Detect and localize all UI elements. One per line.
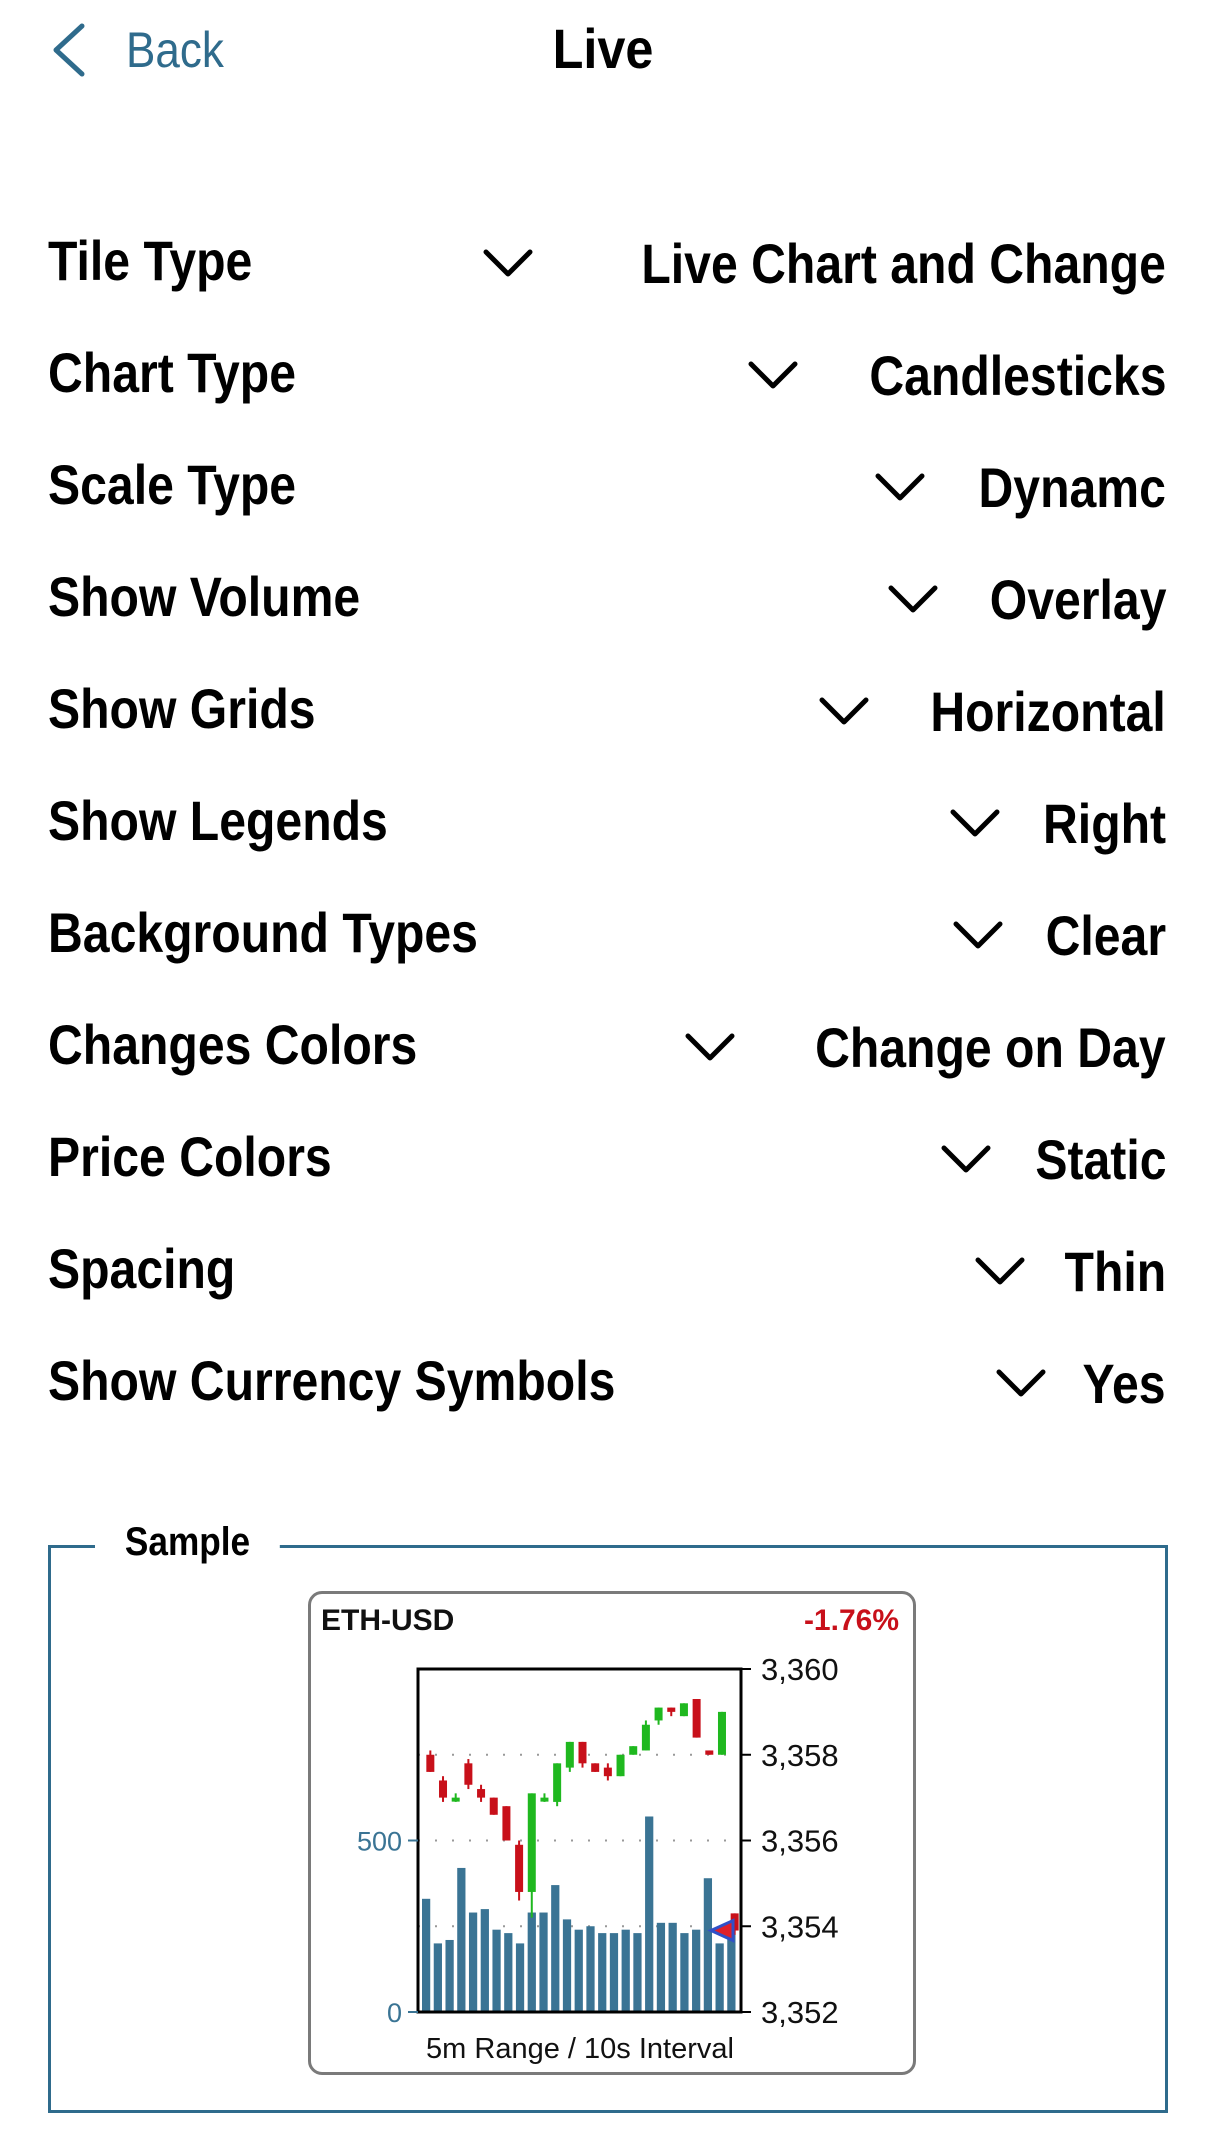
volume-bar (586, 1926, 594, 2012)
candle-body (452, 1798, 460, 1802)
candle-body (667, 1708, 675, 1712)
volume-bar (481, 1909, 489, 2012)
symbol-label: ETH-USD (321, 1604, 455, 1637)
back-label: Back (126, 22, 224, 78)
price-tick-label: 3,352 (761, 1995, 839, 2030)
candle-body (490, 1798, 498, 1815)
candle-body (477, 1789, 485, 1798)
price-tick-label: 3,360 (761, 1652, 839, 1687)
volume-bar (492, 1930, 500, 2012)
setting-dropdown[interactable] (818, 676, 1166, 746)
setting-value: Yes (1082, 1351, 1166, 1415)
volume-bar (704, 1878, 712, 2012)
setting-value: Horizontal (930, 679, 1166, 743)
sample-group (48, 1520, 1168, 2113)
sample-tile (308, 1591, 916, 2075)
candle-body (604, 1768, 612, 1777)
candle-body (528, 1793, 536, 1892)
setting-label: Background Types (48, 901, 478, 964)
candle-body (591, 1763, 599, 1772)
chevron-down-icon (952, 919, 1004, 951)
price-tick-label: 3,354 (761, 1909, 839, 1945)
setting-value: Clear (1045, 903, 1166, 967)
setting-row[interactable] (0, 210, 1206, 322)
setting-dropdown[interactable] (684, 1012, 1166, 1082)
candle-body (426, 1755, 434, 1772)
candle-body (617, 1755, 625, 1776)
setting-row[interactable] (0, 658, 1206, 770)
chevron-down-icon (887, 583, 939, 615)
setting-value: Overlay (989, 567, 1166, 631)
price-tick-label: 3,356 (761, 1823, 839, 1859)
candle-body (553, 1763, 561, 1802)
setting-row[interactable] (0, 434, 1206, 546)
chevron-down-icon (818, 695, 870, 727)
volume-tick-label: 500 (356, 1826, 402, 1857)
volume-bar (598, 1933, 606, 2012)
setting-value: Change on Day (815, 1015, 1166, 1079)
candle-body (579, 1742, 587, 1763)
volume-bar (469, 1913, 477, 2012)
setting-label: Show Grids (48, 677, 316, 740)
setting-row[interactable] (0, 994, 1206, 1106)
setting-value: Thin (1064, 1239, 1166, 1303)
candle-body (566, 1742, 574, 1768)
setting-dropdown[interactable] (1092, 1460, 1166, 1475)
volume-bar (563, 1919, 571, 2012)
chevron-down-icon (995, 1367, 1047, 1399)
setting-row[interactable] (0, 1218, 1206, 1330)
setting-value: Static (1034, 1127, 1166, 1191)
setting-dropdown[interactable] (974, 1236, 1166, 1306)
setting-dropdown[interactable] (482, 228, 1166, 298)
setting-row[interactable] (0, 546, 1206, 658)
sample-chart (311, 1594, 913, 2072)
settings-list[interactable] (0, 210, 1206, 1475)
setting-label: Show Legends (48, 789, 388, 852)
volume-bar (622, 1930, 630, 2012)
volume-bar (516, 1943, 524, 2012)
setting-dropdown[interactable] (940, 1124, 1167, 1194)
volume-bar (504, 1933, 512, 2012)
volume-bar (633, 1933, 641, 2012)
setting-value: Live Chart and Change (641, 231, 1166, 295)
candle-body (718, 1712, 726, 1755)
chevron-down-icon (684, 1031, 736, 1063)
volume-bar (434, 1943, 442, 2012)
setting-row[interactable] (0, 770, 1206, 882)
setting-dropdown[interactable] (747, 340, 1167, 410)
candle-body (540, 1798, 548, 1802)
volume-bar (657, 1923, 665, 2012)
page-title: Live (552, 17, 654, 80)
candle-body (693, 1699, 701, 1738)
volume-bar (716, 1943, 724, 2012)
candle-body (680, 1703, 688, 1716)
chevron-down-icon (874, 471, 926, 503)
setting-row[interactable] (0, 1442, 1206, 1475)
chevron-down-icon (974, 1255, 1026, 1287)
last-price-marker (711, 1921, 733, 1941)
navigation-bar (0, 0, 1206, 110)
volume-bar (669, 1923, 677, 2012)
volume-bar (539, 1913, 547, 2012)
chevron-down-icon (482, 247, 534, 279)
candle-body (642, 1725, 650, 1751)
volume-bar (575, 1930, 583, 2012)
candle-body (439, 1780, 447, 1797)
setting-row[interactable] (0, 1330, 1206, 1442)
setting-label: Show Volume (48, 565, 361, 628)
volume-bar (422, 1899, 430, 2012)
candle-body (655, 1708, 663, 1721)
setting-dropdown[interactable] (952, 900, 1166, 970)
volume-bar (610, 1933, 618, 2012)
setting-row[interactable] (0, 882, 1206, 994)
volume-bar (457, 1868, 465, 2012)
volume-bar (680, 1933, 688, 2012)
candle-body (629, 1746, 637, 1755)
chevron-down-icon (747, 359, 799, 391)
setting-label: Chart Type (48, 341, 296, 404)
chart-footer: 5m Range / 10s Interval (426, 2033, 734, 2065)
candle-body (502, 1806, 510, 1840)
setting-dropdown[interactable] (949, 788, 1166, 858)
setting-label: Price Colors (48, 1125, 332, 1188)
volume-bar (528, 1913, 536, 2012)
candle-body (705, 1750, 713, 1754)
chevron-down-icon (940, 1143, 992, 1175)
setting-label: Scale Type (48, 453, 297, 516)
volume-bar (551, 1885, 559, 2012)
volume-tick-label: 0 (386, 1998, 402, 2028)
setting-label: Changes Colors (48, 1013, 418, 1076)
setting-value: Dynamc (978, 455, 1166, 519)
chevron-down-icon (949, 807, 1001, 839)
setting-value: Candlesticks (868, 343, 1166, 407)
setting-label: Show Currency Symbols (48, 1349, 616, 1412)
change-label: -1.76% (803, 1604, 899, 1637)
candle-body (464, 1763, 472, 1784)
setting-row[interactable] (0, 322, 1206, 434)
setting-dropdown[interactable] (874, 452, 1166, 522)
setting-label: Tile Type (48, 229, 253, 292)
price-tick-label: 3,358 (761, 1737, 839, 1773)
setting-dropdown[interactable] (995, 1348, 1166, 1418)
candle-body (515, 1845, 523, 1892)
volume-bar (692, 1930, 700, 2012)
setting-dropdown[interactable] (887, 564, 1167, 634)
setting-label: Spacing (48, 1237, 236, 1300)
volume-bar (727, 1933, 735, 2012)
volume-bar (445, 1940, 453, 2012)
volume-bar (645, 1816, 653, 2012)
setting-row[interactable] (0, 1106, 1206, 1218)
sample-label: Sample (95, 1520, 280, 1565)
setting-value: Right (1042, 791, 1166, 855)
